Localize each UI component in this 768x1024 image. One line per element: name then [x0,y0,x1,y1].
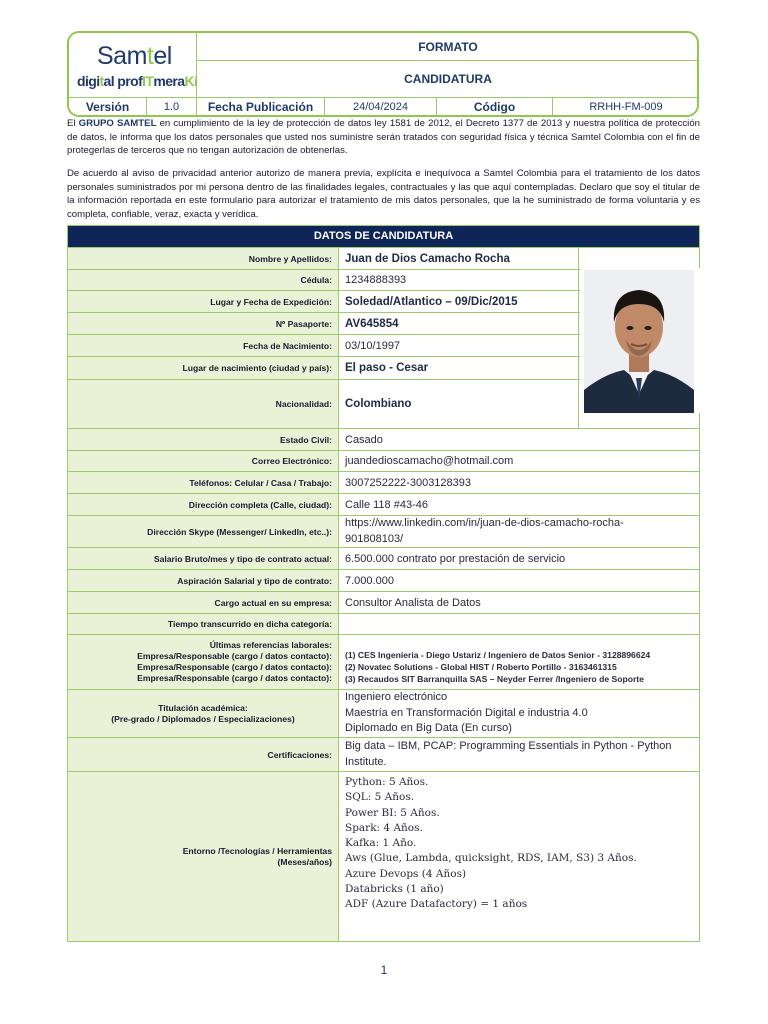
table-row [68,450,699,471]
references-value [339,635,699,689]
field-label: Cargo actual en su empresa: [68,592,339,613]
skype-value [339,516,699,547]
field-label: (Meses/años) [277,856,332,867]
email-value: juandedioscamacho@hotmail.com [345,455,514,467]
logo-part: t [146,42,154,70]
table-row [68,634,699,689]
education-item: Maestría en Transformación Digital e industria 4.0 [345,706,588,719]
technology-item: Spark: 4 Años. [345,821,423,834]
name-value: Juan de Dios Camacho Rocha [339,248,579,269]
table-row [68,689,699,737]
logo-part: el [153,42,172,70]
references-label [68,635,339,689]
field-label: Empresa/Responsable (cargo / datos contacto): [137,651,332,661]
logo-wordmark [97,42,172,71]
table-row [68,737,699,771]
linkedin-url: https://www.linkedin.com/in/juan-de-dios-camacho-rocha- [345,517,624,529]
field-label: Dirección completa (Calle, ciudad): [68,494,339,515]
candidate-photo [584,270,694,413]
field-label: Nacionalidad: [68,380,339,428]
field-label: Nº Pasaporte: [68,313,339,334]
salary-value: 6.500.000 contrato por prestación de servicio [345,552,566,565]
candidature-table [67,225,700,942]
document-subtitle: CANDIDATURA [404,72,492,86]
header-meta-row [69,97,699,117]
education-label [68,690,339,737]
reference-item: (3) Recaudos SIT Barranquilla SAS – Neyder Ferrer /Ingeniero de Soporte [345,674,644,684]
id-value: 1234888393 [339,270,579,290]
document-header [67,31,699,117]
text: en cumplimiento de la ley de protección de datos ley 1581 de 2012, el Decreto 1377 de 2013 y nuestra política de protección de datos, le informa que los datos personales que usted nos suministre serán tratados con seguridad física y técnica Samtel Colombia con el fin de protegerlas de terceros que no tengan autorización de obtenerlas. [67,118,700,157]
logo-part: al prof [103,73,143,89]
reference-item: (2) Novatec Solutions - Global HIST / Roberto Portillo - 3163461315 [345,662,617,672]
field-label: Certificaciones: [68,738,339,771]
technology-item: Power BI: 5 Años. [345,806,440,819]
date-value: 24/04/2024 [325,98,437,117]
certification-item: Big data – IBM, PCAP: Programming Essentials in Python - Python [345,740,672,752]
technology-item: Aws (Glue, Lambda, quicksight, RDS, IAM, S3) 3 Años. [345,852,637,865]
position-value: Consultor Analista de Datos [345,596,481,609]
technology-item: Python: 5 Años. [345,776,429,788]
table-row [68,613,699,634]
technology-item: SQL: 5 Años. [345,791,415,804]
field-label: Titulación académica: [158,702,248,713]
field-label: Lugar y Fecha de Expedición: [68,291,339,312]
field-label: Empresa/Responsable (cargo / datos contacto): [137,673,332,683]
technologies-value [339,772,699,941]
table-row [68,771,699,941]
code-label: Código [437,98,553,117]
field-label: Salario Bruto/mes y tipo de contrato actual: [68,548,339,569]
logo-part: IT [142,73,154,89]
text: El [67,118,79,129]
aspiration-value: 7.000.000 [345,574,394,587]
table-row [68,547,699,569]
phone-value: 3007252222-3003128393 [345,476,472,489]
reference-item: (1) CES Ingenieria - Diego Ustariz / Ingeniero de Datos Senior - 3128896624 [345,650,651,660]
photo-cell [580,268,700,413]
logo-part: digi [77,73,100,89]
document-title: FORMATO [197,33,699,61]
table-row [68,591,699,613]
field-label: (Pre-grado / Diplomados / Especializaciones) [111,713,295,724]
civil-value: Casado [345,433,383,446]
field-label: Entorno /Tecnologías / Herramientas [182,845,332,856]
table-row [68,428,699,450]
logo-part: t [99,73,104,89]
linkedin-url: 901808103/ [345,532,404,545]
field-label: Correo Electrónico: [68,451,339,471]
field-label: Nombre y Apellidos: [68,248,339,269]
technologies-label [68,772,339,941]
field-label: Tiempo transcurrido en dicha categoría: [68,614,339,634]
certifications-value [339,738,699,771]
table-row [68,569,699,591]
expedition-value: Soledad/Atlantico – 09/Dic/2015 [339,291,579,312]
nationality-value: Colombiano [339,380,579,428]
technology-item: Kafka: 1 Año. [345,837,417,850]
table-row [68,493,699,515]
logo-part: Ki [184,73,198,89]
technology-item: Databricks (1 año) [345,883,444,896]
version-label: Versión [69,98,147,117]
field-label: Teléfonos: Celular / Casa / Trabajo: [68,472,339,493]
page-number: 1 [380,963,388,977]
version-value: 1.0 [147,98,197,117]
date-label: Fecha Publicación [197,98,325,117]
company-name: GRUPO SAMTEL [78,118,157,129]
field-label: Aspiración Salarial y tipo de contrato: [68,570,339,591]
field-label: Dirección Skype (Messenger/ LinkedIn, etc..): [68,516,339,547]
field-label: Empresa/Responsable (cargo / datos contacto): [137,662,332,672]
birthplace-value: El paso - Cesar [339,357,579,379]
table-heading: DATOS DE CANDIDATURA [68,226,699,247]
education-value [339,690,699,737]
field-label: Estado Civil: [68,429,339,450]
technology-item: ADF (Azure Datafactory) = 1 años [345,898,528,911]
technology-item: Azure Devops (4 Años) [345,867,467,880]
logo-part: Sam [97,42,147,70]
samtel-logo [69,33,197,97]
table-row [68,247,699,269]
education-item: Diplomado en Big Data (En curso) [345,722,512,735]
portrait-image [584,270,694,413]
education-item: Ingeniero electrónico [345,691,448,704]
privacy-paragraph [67,117,700,158]
field-label: Cédula: [68,270,339,290]
birth-value: 03/10/1997 [339,335,579,356]
consent-paragraph: De acuerdo al aviso de privacidad anterior autorizo de manera previa, explícita e inequívoca a Samtel Colombia para el tratamiento de los datos personales suministrados por mi persona dentro de las finalidades legales, contractuales y las que aquí contempladas. Declaro que soy el titular de la información reportada en este formulario para autorizar el tratamiento de mis datos personales, que la he suministrado de forma voluntaria y es completa, confiable, veraz, exacta y verídica. [67,168,700,221]
certification-item: Institute. [345,755,387,768]
table-row [68,471,699,493]
logo-part: mera [153,73,185,89]
time-value [339,614,699,634]
field-label: Últimas referencias laborales: [209,640,332,650]
field-label: Fecha de Nacimiento: [68,335,339,356]
logo-tagline [77,73,197,89]
passport-value: AV645854 [339,313,579,334]
code-value: RRHH-FM-009 [589,101,663,113]
field-label: Lugar de nacimiento (ciudad y país): [68,357,339,379]
table-row [68,515,699,547]
address-value: Calle 118 #43-46 [345,498,428,511]
